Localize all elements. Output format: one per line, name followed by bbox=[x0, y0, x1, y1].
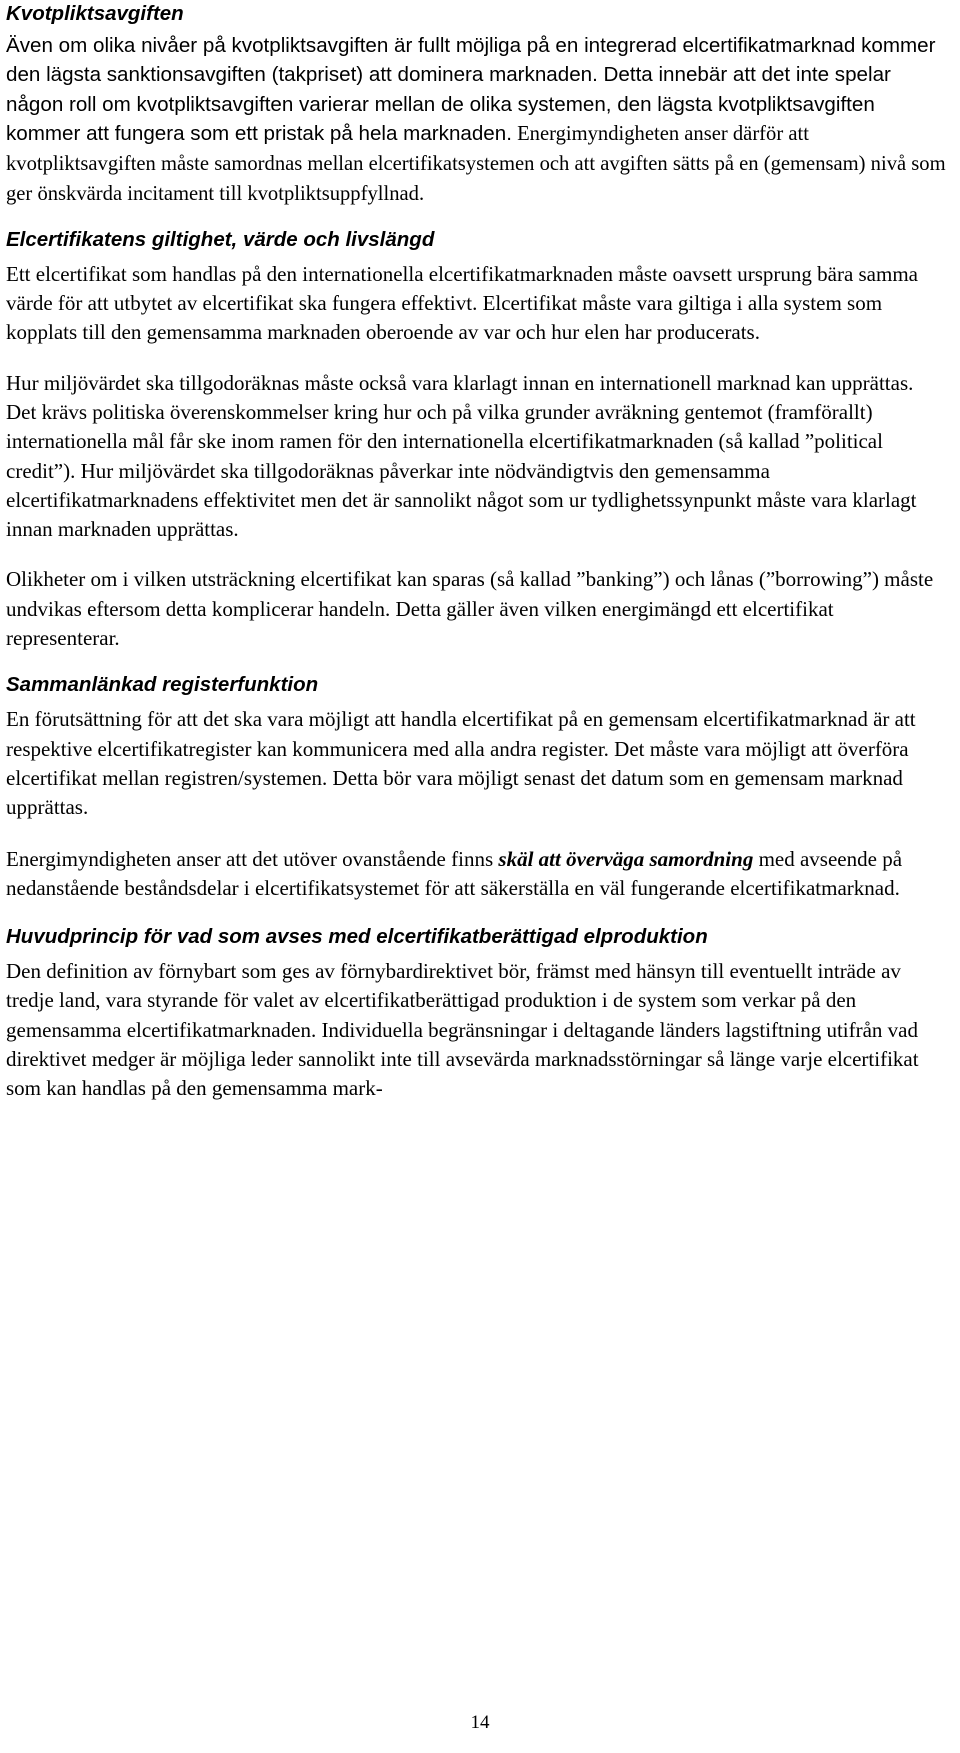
paragraph-kvotplikt bbox=[6, 31, 946, 210]
paragraph-huvudprincip: Den definition av förnybart som ges av förnybardirektivet bör, främst med hänsyn till eventuellt inträde av tredje land, vara styrande för valet av elcertifikatberättigad produktion i de system som verkar på den gemensamma elcertifikatmarknaden. Individuella begränsningar i deltagande länders lagstiftning utifrån vad direktivet medger är möjliga leder sannolikt inte till avsevärda marknadsstörningar så länge varje elcertifikat som kan handlas på den gemensamma mark- bbox=[6, 959, 919, 1101]
paragraph-register-2-post: med avseende på nedanstående beståndsdelar i elcertifikatsystemet för att säkerställa en väl fungerande elcertifikatmarknad. bbox=[6, 846, 903, 900]
paragraph-register-1: En förutsättning för att det ska vara möjligt att handla elcertifikat på en gemensam elcertifikatmarknad är att respektive elcertifikatregister kan kommunicera med alla andra register. Det måste vara möjligt att överföra elcertifikat mellan registren/systemen. Detta bör vara möjligt senast det datum som en gemensam marknad upprättas. bbox=[6, 707, 916, 820]
paragraph-kvotplikt-serif: Energimyndigheten anser därför att kvotpliktsavgiften måste samordnas mellan elcertifikatsystemen och att avgiften sätts på en (gemensam) nivå som ger önskvärda incitament till kvotpliktsuppfyllnad. bbox=[6, 122, 946, 206]
page-number: 14 bbox=[470, 1712, 490, 1733]
paragraph-giltighet-1: Ett elcertifikat som handlas på den internationella elcertifikatmarknaden måste oavsett ursprung bära samma värde för att utbytet av elcertifikat ska fungera effektivt. Elcertifikat måste vara giltiga i alla system som kopplats till den gemensamma marknaden oberoende av var och hur elen har producerats. bbox=[6, 261, 918, 345]
paragraph-giltighet-3: Olikheter om i vilken utsträckning elcertifikat kan sparas (så kallad ”banking”) och lånas (”borrowing”) måste undvikas eftersom detta komplicerar handeln. Detta gäller även vilken energimängd ett elcertifikat representerar. bbox=[6, 567, 934, 651]
heading-giltighet: Elcertifikatens giltighet, värde och livslängd bbox=[6, 227, 435, 251]
paragraph-kvotplikt-sans: Även om olika nivåer på kvotpliktsavgiften är fullt möjliga på en integrerad elcertifikatmarknad kommer den lägsta sanktionsavgiften (takpriset) att dominera marknaden. Detta innebär att det inte spelar någon roll om kvotpliktsavgiften varierar mellan de olika systemen, den lägsta kvotpliktsavgiften kommer att fungera som ett pristak på hela marknaden. bbox=[6, 34, 936, 145]
heading-register: Sammanlänkad registerfunktion bbox=[6, 673, 319, 697]
paragraph-giltighet-2: Hur miljövärdet ska tillgodoräknas måste också vara klarlagt innan en internationell marknad kan upprättas. Det krävs politiska överenskommelser kring hur och på vilka grunder avräkning gentemot (framförallt) internationella mål får ske inom ramen för den internationella elcertifikatmarknaden (så kallad ”political credit”). Hur miljövärdet ska tillgodoräknas påverkar inte nödvändigtvis den gemensamma elcertifikatmarknadens effektivitet men det är sannolikt något som ur tydlighetssynpunkt måste vara klarlagt innan marknaden upprättas. bbox=[6, 370, 917, 542]
heading-huvudprincip: Huvudprincip för vad som avses med elcertifikatberättigad elproduktion bbox=[6, 925, 708, 949]
heading-kvotpliktsavgiften: Kvotpliktsavgiften bbox=[6, 2, 184, 25]
paragraph-register-2 bbox=[6, 845, 946, 904]
emphasis-samordning: skäl att överväga samordning bbox=[498, 846, 754, 871]
paragraph-register-2-pre: Energimyndigheten anser att det utöver ovanstående finns bbox=[6, 846, 499, 871]
